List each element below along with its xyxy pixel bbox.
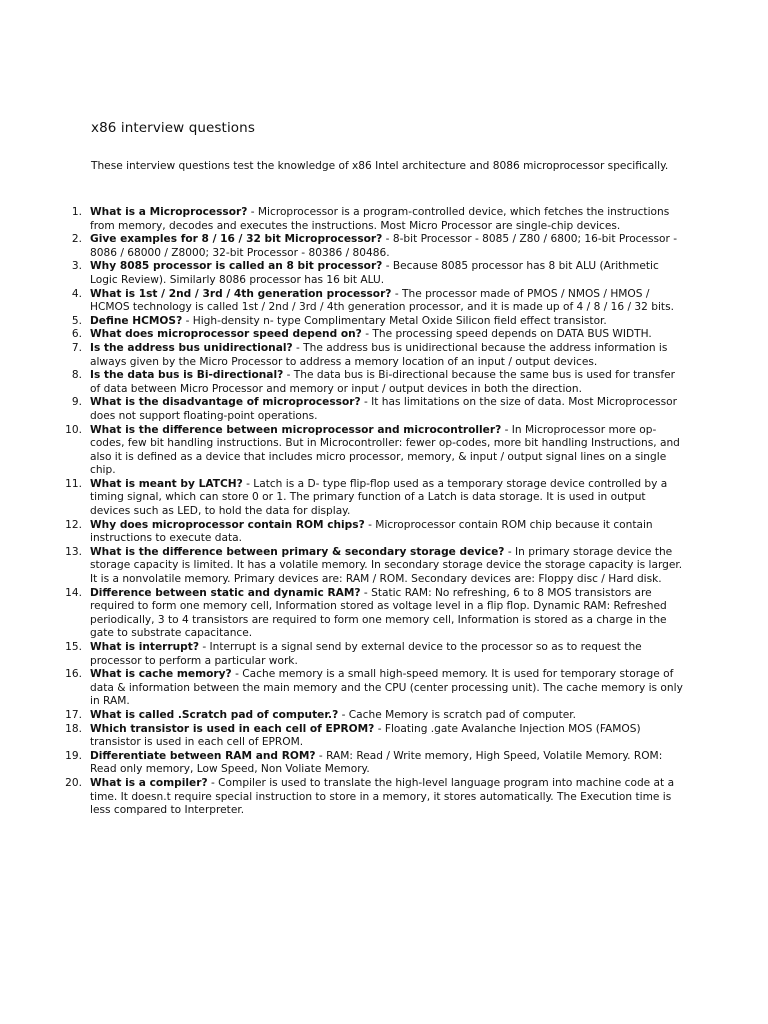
page-title: x86 interview questions xyxy=(91,120,255,136)
list-item-number: 10. xyxy=(65,423,82,436)
answer-text: - Cache Memory is scratch pad of computer. xyxy=(338,708,576,721)
question-text: What is 1st / 2nd / 3rd / 4th generation processor? xyxy=(90,287,392,300)
list-item-number: 1. xyxy=(71,206,82,218)
list-item xyxy=(58,777,688,818)
answer-text: - Static RAM: No refreshing, 6 to 8 MOS transistors are required to form one memory cell, Information stored as voltage level in a flip flop. Dynamic RAM: Refreshed periodically, 3 to 4 transistors are required to form one memory cell, Information is stored as a charge in the gate to substrate capacitance. xyxy=(90,586,667,640)
list-item xyxy=(58,233,688,260)
answer-text: - In primary storage device the storage capacity is limited. It has a volatile memory. In secondary storage device the storage capacity is larger. It is a nonvolatile memory. Primary devices are: RAM / ROM. Secondary devices are: Floppy disc / Hard disk. xyxy=(90,545,683,586)
question-text: Why 8085 processor is called an 8 bit processor? xyxy=(90,260,383,273)
list-item-number: 9. xyxy=(71,396,82,409)
question-list xyxy=(58,206,688,818)
list-item xyxy=(58,396,688,423)
list-item-number: 7. xyxy=(71,341,82,354)
answer-text: - Microprocessor is a program-controlled device, which fetches the instructions from memory, decodes and executes the instructions. Most Micro Processor are single-chip devices. xyxy=(90,206,670,232)
answer-text: - The processing speed depends on DATA BUS WIDTH. xyxy=(361,328,652,341)
list-item-number: 16. xyxy=(65,668,82,681)
answer-text: - RAM: Read / Write memory, High Speed, Volatile Memory. ROM: Read only memory, Low Speed, Non Voliate Memory. xyxy=(90,749,663,776)
list-item-number: 18. xyxy=(65,722,82,735)
question-text: Which transistor is used in each cell of EPROM? xyxy=(90,722,375,735)
list-item-number: 15. xyxy=(65,641,82,653)
list-item-number: 13. xyxy=(65,545,82,558)
question-text: What is a Microprocessor? xyxy=(90,206,248,218)
answer-text: - 8-bit Processor - 8085 / Z80 / 6800; 16-bit Processor - 8086 / 68000 / Z8000; 32-bit Processor - 80386 / 80486. xyxy=(90,233,678,259)
answer-text: - Latch is a D- type flip-flop used as a temporary storage device controlled by a timing signal, which can store 0 or 1. The primary function of a Latch is data storage. It is used in output devices such as LED, to hold the data for display. xyxy=(90,477,668,518)
list-item-number: 11. xyxy=(65,477,82,490)
list-item xyxy=(58,328,688,342)
list-item xyxy=(58,709,688,723)
list-item-number: 5. xyxy=(71,314,82,327)
answer-text: - Interrupt is a signal send by external device to the processor so as to request the processor to perform a particular work. xyxy=(90,641,642,667)
question-text: What is called .Scratch pad of computer.? xyxy=(90,708,339,721)
list-item xyxy=(58,288,688,315)
answer-text: - Cache memory is a small high-speed memory. It is used for temporary storage of data & information between the main memory and the CPU (center processing unit). The cache memory is only in RAM. xyxy=(90,668,683,708)
answer-text: - It has limitations on the size of data. Most Microprocessor does not support floating-point operations. xyxy=(90,396,677,422)
question-text: What is the difference between microprocessor and microcontroller? xyxy=(90,423,502,436)
list-item xyxy=(58,750,688,777)
list-item-number: 4. xyxy=(71,287,82,300)
answer-text: - The processor made of PMOS / NMOS / HMOS / HCMOS technology is called 1st / 2nd / 3rd / 4th generation processor, and it is made up of 4 / 8 / 16 / 32 bits. xyxy=(90,287,674,314)
answer-text: - Compiler is used to translate the high-level language program into machine code at a time. It doesn.t require special instruction to store in a memory, it stores automatically. The Execution time is less compared to Interpreter. xyxy=(90,776,675,817)
answer-text: - Microprocessor contain ROM chip because it contain instructions to execute data. xyxy=(90,518,653,545)
list-item-number: 19. xyxy=(65,749,82,762)
question-text: What is cache memory? xyxy=(90,668,232,681)
list-item-number: 14. xyxy=(65,586,82,599)
list-item xyxy=(58,641,688,668)
list-item-number: 17. xyxy=(65,708,82,721)
question-text: Give examples for 8 / 16 / 32 bit Microprocessor? xyxy=(90,233,383,246)
answer-text: - High-density n- type Complimentary Metal Oxide Silicon field effect transistor. xyxy=(182,314,607,327)
question-text: What is interrupt? xyxy=(90,641,199,653)
list-item-number: 8. xyxy=(71,369,82,382)
list-item-number: 20. xyxy=(65,776,82,789)
question-text: What is the difference between primary & secondary storage device? xyxy=(90,545,505,558)
question-text: What is the disadvantage of microprocessor? xyxy=(90,396,361,409)
answer-text: - In Microprocessor more op-codes, few bit handling instructions. But in Microcontroller: fewer op-codes, more bit handling Instructions, and also it is defined as a device that includes micro processor, memory, & input / output signal lines on a single chip. xyxy=(90,423,680,477)
list-item-number: 3. xyxy=(71,260,82,273)
list-item xyxy=(58,424,688,478)
list-item-number: 6. xyxy=(71,328,82,341)
list-item xyxy=(58,519,688,546)
question-text: What is meant by LATCH? xyxy=(90,477,243,490)
list-item xyxy=(58,342,688,369)
question-text: What does microprocessor speed depend on? xyxy=(90,328,362,341)
list-item xyxy=(58,478,688,519)
answer-text: - The data bus is Bi-directional because the same bus is used for transfer of data between Micro Processor and memory or input / output devices in both the direction. xyxy=(90,369,675,395)
question-text: Why does microprocessor contain ROM chips? xyxy=(90,518,365,531)
question-text: Define HCMOS? xyxy=(90,314,183,327)
list-item xyxy=(58,668,688,709)
list-item xyxy=(58,546,688,587)
list-item xyxy=(58,369,688,396)
answer-text: - Floating .gate Avalanche Injection MOS (FAMOS) transistor is used in each cell of EPROM. xyxy=(90,722,641,749)
question-text: What is a compiler? xyxy=(90,776,208,789)
question-text: Is the address bus unidirectional? xyxy=(90,341,293,354)
question-text: Is the data bus is Bi-directional? xyxy=(90,369,284,382)
list-item xyxy=(58,723,688,750)
question-text: Difference between static and dynamic RAM? xyxy=(90,586,361,599)
list-item xyxy=(58,315,688,329)
question-text: Differentiate between RAM and ROM? xyxy=(90,749,316,762)
list-item-number: 12. xyxy=(65,518,82,531)
list-item xyxy=(58,260,688,287)
list-item xyxy=(58,206,688,233)
intro-paragraph: These interview questions test the knowledge of x86 Intel architecture and 8086 microprocessor specifically. xyxy=(91,160,669,172)
answer-text: - Because 8085 processor has 8 bit ALU (Arithmetic Logic Review). Similarly 8086 processor has 16 bit ALU. xyxy=(90,260,659,286)
answer-text: - The address bus is unidirectional because the address information is always given by the Micro Processor to address a memory location of an input / output devices. xyxy=(90,341,668,368)
list-item xyxy=(58,587,688,641)
list-item-number: 2. xyxy=(71,233,82,246)
